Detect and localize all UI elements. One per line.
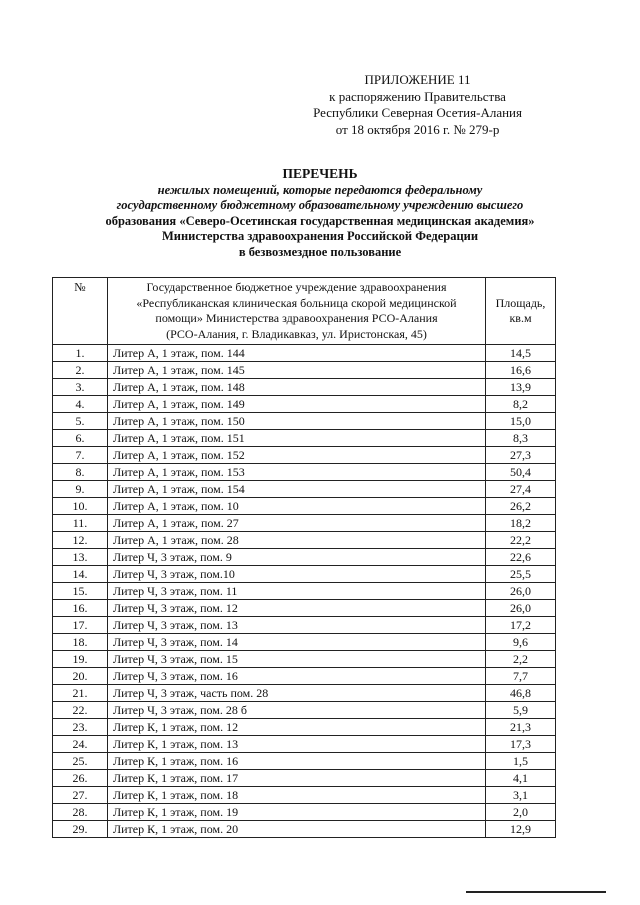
row-number: 3. xyxy=(53,379,108,396)
row-area: 1,5 xyxy=(486,753,556,770)
row-area: 25,5 xyxy=(486,566,556,583)
table-row xyxy=(53,447,556,464)
row-premises: Литер А, 1 этаж, пом. 27 xyxy=(108,515,486,532)
table-row xyxy=(53,413,556,430)
row-number: 29. xyxy=(53,821,108,838)
row-premises: Литер К, 1 этаж, пом. 18 xyxy=(108,787,486,804)
row-number: 16. xyxy=(53,600,108,617)
row-area: 12,9 xyxy=(486,821,556,838)
title-line-3: образования «Северо-Осетинская государственная медицинская академия» xyxy=(105,213,535,228)
table-row xyxy=(53,379,556,396)
row-area: 27,3 xyxy=(486,447,556,464)
row-premises: Литер Ч, 3 этаж, пом. 15 xyxy=(108,651,486,668)
row-area: 27,4 xyxy=(486,481,556,498)
appendix-republic-line: Республики Северная Осетия-Алания xyxy=(313,105,522,120)
title-line-2: государственному бюджетному образовательному учреждению высшего xyxy=(116,198,524,213)
row-area: 26,0 xyxy=(486,583,556,600)
header-institution-line-2: «Республиканская клиническая больница скорой медицинской xyxy=(136,295,457,310)
row-area: 17,3 xyxy=(486,736,556,753)
row-number: 15. xyxy=(53,583,108,600)
row-area: 26,2 xyxy=(486,498,556,515)
row-number: 17. xyxy=(53,617,108,634)
title-line-1: нежилых помещений, которые передаются федеральному xyxy=(157,182,483,197)
row-number: 13. xyxy=(53,549,108,566)
row-area: 8,3 xyxy=(486,430,556,447)
header-area-line-1: Площадь, xyxy=(495,295,546,310)
row-number: 9. xyxy=(53,481,108,498)
table-row xyxy=(53,430,556,447)
row-area: 4,1 xyxy=(486,770,556,787)
row-premises: Литер А, 1 этаж, пом. 149 xyxy=(108,396,486,413)
table-row xyxy=(53,498,556,515)
row-area: 3,1 xyxy=(486,787,556,804)
row-premises: Литер К, 1 этаж, пом. 17 xyxy=(108,770,486,787)
row-premises: Литер К, 1 этаж, пом. 20 xyxy=(108,821,486,838)
document-title xyxy=(40,166,600,261)
table-row xyxy=(53,668,556,685)
row-number: 2. xyxy=(53,362,108,379)
row-number: 21. xyxy=(53,685,108,702)
row-number: 6. xyxy=(53,430,108,447)
row-number: 14. xyxy=(53,566,108,583)
row-number: 11. xyxy=(53,515,108,532)
row-number: 12. xyxy=(53,532,108,549)
row-premises: Литер А, 1 этаж, пом. 148 xyxy=(108,379,486,396)
row-area: 2,2 xyxy=(486,651,556,668)
appendix-header xyxy=(313,72,522,138)
row-premises: Литер Ч, 3 этаж, пом. 14 xyxy=(108,634,486,651)
row-number: 7. xyxy=(53,447,108,464)
header-institution xyxy=(108,278,486,345)
title-line-4: Министерства здравоохранения Российской Федерации xyxy=(161,229,479,244)
table-row xyxy=(53,583,556,600)
row-area: 22,6 xyxy=(486,549,556,566)
row-area: 18,2 xyxy=(486,515,556,532)
table-row xyxy=(53,345,556,362)
row-area: 26,0 xyxy=(486,600,556,617)
row-area: 22,2 xyxy=(486,532,556,549)
title-main: ПЕРЕЧЕНЬ xyxy=(282,166,358,181)
row-number: 26. xyxy=(53,770,108,787)
table-row xyxy=(53,651,556,668)
header-num: № xyxy=(53,278,108,345)
row-premises: Литер Ч, 3 этаж, пом. 28 б xyxy=(108,702,486,719)
table-row xyxy=(53,685,556,702)
header-area-line-2: кв.м xyxy=(509,311,532,325)
row-premises: Литер А, 1 этаж, пом. 144 xyxy=(108,345,486,362)
table-row xyxy=(53,804,556,821)
appendix-number: ПРИЛОЖЕНИЕ 11 xyxy=(364,72,471,87)
row-premises: Литер К, 1 этаж, пом. 19 xyxy=(108,804,486,821)
table-row xyxy=(53,396,556,413)
row-area: 15,0 xyxy=(486,413,556,430)
row-area: 5,9 xyxy=(486,702,556,719)
row-number: 20. xyxy=(53,668,108,685)
table-row xyxy=(53,770,556,787)
row-area: 8,2 xyxy=(486,396,556,413)
row-premises: Литер Ч, 3 этаж, пом. 9 xyxy=(108,549,486,566)
row-premises: Литер Ч, 3 этаж, пом. 16 xyxy=(108,668,486,685)
row-number: 10. xyxy=(53,498,108,515)
row-area: 17,2 xyxy=(486,617,556,634)
row-premises: Литер А, 1 этаж, пом. 145 xyxy=(108,362,486,379)
row-premises: Литер К, 1 этаж, пом. 13 xyxy=(108,736,486,753)
row-premises: Литер А, 1 этаж, пом. 154 xyxy=(108,481,486,498)
row-number: 23. xyxy=(53,719,108,736)
row-premises: Литер Ч, 3 этаж, пом. 11 xyxy=(108,583,486,600)
table-row xyxy=(53,821,556,838)
table-row xyxy=(53,600,556,617)
row-premises: Литер Ч, 3 этаж, часть пом. 28 xyxy=(108,685,486,702)
header-institution-line-1: Государственное бюджетное учреждение здравоохранения xyxy=(146,280,447,294)
table-row xyxy=(53,702,556,719)
table-row xyxy=(53,549,556,566)
row-area: 9,6 xyxy=(486,634,556,651)
row-area: 50,4 xyxy=(486,464,556,481)
row-number: 5. xyxy=(53,413,108,430)
row-area: 16,6 xyxy=(486,362,556,379)
row-area: 7,7 xyxy=(486,668,556,685)
table-row xyxy=(53,736,556,753)
title-line-5: в безвозмездное пользование xyxy=(238,244,402,259)
row-premises: Литер А, 1 этаж, пом. 152 xyxy=(108,447,486,464)
row-premises: Литер А, 1 этаж, пом. 28 xyxy=(108,532,486,549)
row-number: 19. xyxy=(53,651,108,668)
table-header-row xyxy=(53,278,556,345)
row-number: 4. xyxy=(53,396,108,413)
row-premises: Литер Ч, 3 этаж, пом. 13 xyxy=(108,617,486,634)
premises-table xyxy=(52,277,556,838)
row-area: 2,0 xyxy=(486,804,556,821)
table-row xyxy=(53,515,556,532)
row-area: 13,9 xyxy=(486,379,556,396)
row-area: 14,5 xyxy=(486,345,556,362)
row-area: 21,3 xyxy=(486,719,556,736)
table-row xyxy=(53,362,556,379)
row-premises: Литер Ч, 3 этаж, пом.10 xyxy=(108,566,486,583)
table-row xyxy=(53,481,556,498)
row-premises: Литер А, 1 этаж, пом. 10 xyxy=(108,498,486,515)
row-premises: Литер А, 1 этаж, пом. 151 xyxy=(108,430,486,447)
row-premises: Литер Ч, 3 этаж, пом. 12 xyxy=(108,600,486,617)
appendix-date-line: от 18 октября 2016 г. № 279-р xyxy=(335,121,500,137)
row-area: 46,8 xyxy=(486,685,556,702)
row-number: 1. xyxy=(53,345,108,362)
row-number: 25. xyxy=(53,753,108,770)
header-institution-line-4: (РСО-Алания, г. Владикавказ, ул. Иристонская, 45) xyxy=(166,326,427,341)
table-row xyxy=(53,464,556,481)
table-row xyxy=(53,719,556,736)
table-row xyxy=(53,634,556,651)
appendix-ref-line: к распоряжению Правительства xyxy=(329,88,506,104)
table-row xyxy=(53,532,556,549)
table-row xyxy=(53,787,556,804)
row-premises: Литер К, 1 этаж, пом. 12 xyxy=(108,719,486,736)
row-number: 8. xyxy=(53,464,108,481)
row-number: 22. xyxy=(53,702,108,719)
header-institution-line-3: помощи» Министерства здравоохранения РСО-Алания xyxy=(155,311,438,325)
table-row xyxy=(53,617,556,634)
row-premises: Литер А, 1 этаж, пом. 150 xyxy=(108,413,486,430)
header-area xyxy=(486,278,556,345)
table-row xyxy=(53,753,556,770)
scan-artifact-line xyxy=(466,891,606,893)
row-number: 18. xyxy=(53,634,108,651)
table-body xyxy=(53,345,556,838)
row-number: 27. xyxy=(53,787,108,804)
table-row xyxy=(53,566,556,583)
row-number: 24. xyxy=(53,736,108,753)
row-premises: Литер А, 1 этаж, пом. 153 xyxy=(108,464,486,481)
row-number: 28. xyxy=(53,804,108,821)
row-premises: Литер К, 1 этаж, пом. 16 xyxy=(108,753,486,770)
